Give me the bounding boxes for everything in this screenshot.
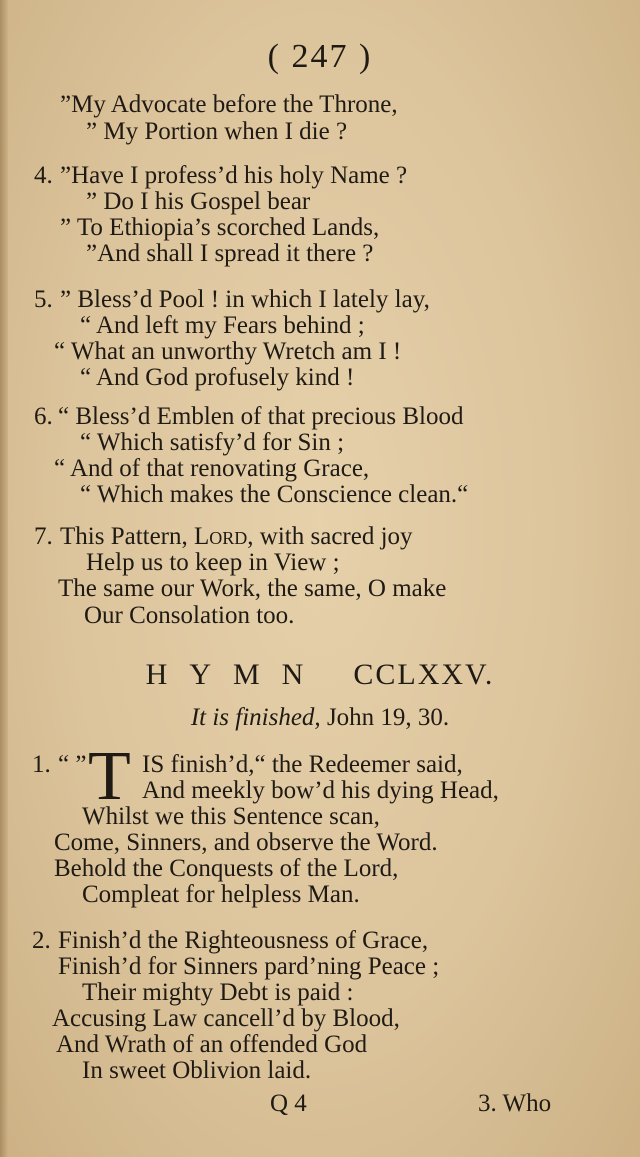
verse-line: And meekly bow’d his dying Head, [142,777,499,804]
verse-line: Finish’d the Righteousness of Grace, [58,927,429,954]
verse-line: Our Consolation too. [84,602,295,629]
verse-line: Accusing Law cancell’d by Blood, [52,1005,400,1032]
scripture-reference: John 19, 30. [320,704,450,731]
verse-line: Finish’d for Sinners pard’ning Peace ; [58,953,440,980]
verse-line: In sweet Oblivion laid. [82,1057,312,1084]
verse-line: Compleat for helpless Man. [82,881,360,908]
hymn-number: CCLXXV. [353,658,495,691]
signature-mark: Q 4 [270,1090,307,1117]
verse-line: Behold the Conquests of the Lord, [54,855,399,882]
page-edge [0,0,8,1157]
verse-line: ” Bless’d Pool ! in which I lately lay, [60,286,430,313]
verse-line: Help us to keep in View ; [86,549,340,576]
verse-line: ”Have I profess’d his holy Name ? [60,162,408,189]
verse-text: , with sacred joy [247,523,413,550]
stanza-number: 7. [34,523,53,550]
verse-line: “ And God profusely kind ! [80,364,355,391]
verse-line: “ Bless’d Emblen of that precious Blood [58,403,464,430]
verse-line: Whilst we this Sentence scan, [82,803,380,830]
verse-line: “ And left my Fears behind ; [80,312,365,339]
verse-line: IS finish’d,“ the Redeemer said, [142,751,463,778]
verse-line: “ Which satisfy’d for Sin ; [80,429,345,456]
subtitle-italic: It is finished, [190,704,321,731]
verse-line: Come, Sinners, and observe the Word. [54,829,438,856]
stanza-number: 1. [32,751,51,778]
verse-line: “ What an unworthy Wretch am I ! [54,338,402,365]
stanza-number: 4. [34,162,53,189]
stanza-number: 6. [34,403,53,430]
verse-line: “ And of that renovating Grace, [54,455,370,482]
stanza-number: 2. [32,927,51,954]
verse-line: “ Which makes the Conscience clean.“ [80,481,469,508]
verse-line: The same our Work, the same, O make [58,575,447,602]
verse-line [60,524,413,549]
verse-text: This Pattern, [60,523,195,550]
opening-quote: “ ” [58,751,87,778]
hymn-word: HYMN [145,658,326,691]
verse-line: ” My Portion when I die ? [86,118,348,145]
drop-cap: T [88,738,131,815]
stanza-number: 5. [34,286,53,313]
verse-line: ” Do I his Gospel bear [86,188,311,215]
catchword: 3. Who [478,1090,552,1117]
page-number: ( 247 ) [267,38,373,75]
verse-line: ”And shall I spread it there ? [86,240,374,267]
hymn-title [0,658,640,692]
verse-line: ”My Advocate before the Throne, [60,91,398,118]
lord-small-caps: Lord [194,523,248,550]
verse-line: And Wrath of an offended God [56,1031,368,1058]
hymn-subtitle [0,704,640,732]
verse-line: Their mighty Debt is paid : [82,979,354,1006]
verse-line: ” To Ethiopia’s scorched Lands, [60,214,380,241]
